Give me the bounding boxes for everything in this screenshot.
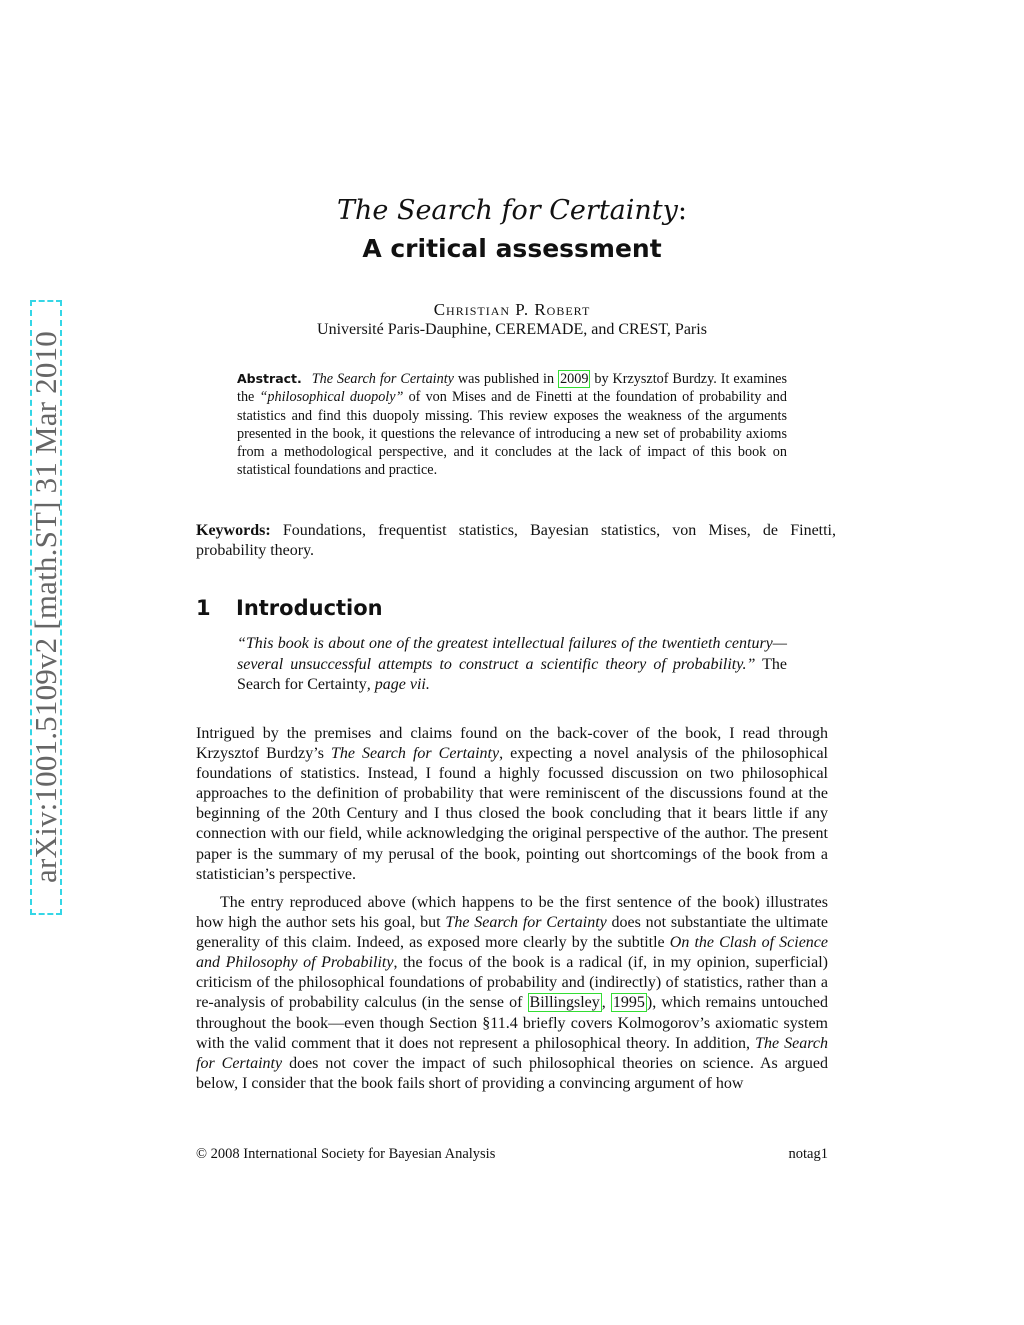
paragraph-text: The entry reproduced above (which happens to be the first sentence of the book) illustrates how high the author sets his goal, but	[196, 894, 828, 932]
author-name: Christian P. Robert	[433, 300, 591, 319]
citation-link-billingsley[interactable]: Billingsley	[529, 994, 600, 1012]
footer-tag: notag1	[788, 1146, 828, 1162]
arxiv-identifier: arXiv:1001.5109v2 [math.ST] 31 Mar 2010	[28, 331, 63, 883]
paragraph-text: does not cover the impact of such philosophical theories on science. As argued below, I consider that the book fails short of providing a convincing argument of how	[196, 1054, 829, 1092]
paragraph-2	[196, 893, 828, 1094]
citation-link-2009[interactable]: 2009	[560, 371, 589, 387]
paragraph-text: Intrigued by the premises and claims found on the back-cover of the book, I read through Krzysztof Burdzy’s	[196, 725, 828, 763]
abstract-duopoly: “philosophical duopoly”	[259, 389, 404, 406]
book-title: The Search for Certainty	[196, 1034, 828, 1072]
section-title: Introduction	[236, 596, 383, 620]
title-book-name: The Search for Certainty	[337, 195, 678, 226]
keywords-label: Keywords:	[196, 522, 271, 539]
section-heading	[196, 596, 383, 620]
abstract-label: Abstract.	[237, 371, 302, 386]
section-number: 1	[196, 596, 211, 620]
book-title: The Search for Certainty	[330, 745, 500, 763]
keywords-text: Foundations, frequentist statistics, Bayesian statistics, von Mises, de Finetti, probability theory.	[196, 522, 836, 559]
book-title: The Search for Certainty	[445, 914, 607, 932]
epigraph-quote	[237, 634, 787, 696]
abstract-text: was published in	[453, 371, 559, 387]
citation-link-1995[interactable]: 1995	[612, 994, 645, 1012]
abstract-text: by Krzysztof Burdzy. It examines the	[237, 371, 787, 406]
abstract-text: of von Mises and de Finetti at the foundation of probability and statistics and find this duopoly missing. This review exposes the weakness of the arguments presented in the book, it questions the relevance of introducing a new set of probability axioms from a methodological perspective, and it concludes at the lack of impact of this book on statistical foundations and practice.	[237, 389, 787, 479]
paragraph-text: does not substantiate the ultimate generality of this claim. Indeed, as exposed more clearly by the subtitle	[196, 914, 828, 952]
footer-copyright: © 2008 International Society for Bayesian Analysis	[196, 1146, 496, 1162]
paragraph-text: ), which remains untouched throughout the book—even though Section §11.4 briefly covers Kolmogorov’s axiomatic system with the valid comment that it does not represent a philosophical theory. In addition,	[196, 994, 828, 1052]
paper-subtitle: A critical assessment	[362, 234, 662, 263]
title-colon: :	[677, 195, 687, 226]
paragraph-1	[196, 724, 828, 885]
quote-source: The Search for Certainty	[237, 655, 787, 693]
abstract-book-title: The Search for Certainty	[311, 371, 454, 387]
citation-separator: ,	[601, 994, 611, 1012]
abstract	[237, 370, 787, 480]
paper-title	[196, 195, 828, 226]
keywords	[196, 521, 836, 561]
author-affiliation: Université Paris-Dauphine, CEREMADE, and CREST, Paris	[317, 321, 707, 338]
book-subtitle: On the Clash of Science and Philosophy of Probability	[196, 934, 828, 972]
paragraph-text: , expecting a novel analysis of the philosophical foundations of statistics. Instead, I found a highly focussed discussion on two philosophical approaches to the definition of probability that were reminiscent of the discussions found at the beginning of the 20th Century and I thus closed the book concluding that it bears little if any connection with our field, while acknowledging the original perspective of the author. The present paper is the summary of my perusal of the book, pointing out shortcomings of the book from a statistician’s perspective.	[196, 745, 828, 883]
quote-page: , page vii.	[366, 676, 430, 693]
quote-text: “This book is about one of the greatest intellectual failures of the twentieth century—several unsuccessful attempts to construct a scientific theory of probability.”	[237, 635, 787, 673]
paragraph-text: , the focus of the book is a radical (if, in my opinion, superficial) criticism of the philosophical foundations of probability and (indirectly) of statistics, rather than a re-analysis of probability calculus (in the sense of	[196, 954, 829, 1012]
